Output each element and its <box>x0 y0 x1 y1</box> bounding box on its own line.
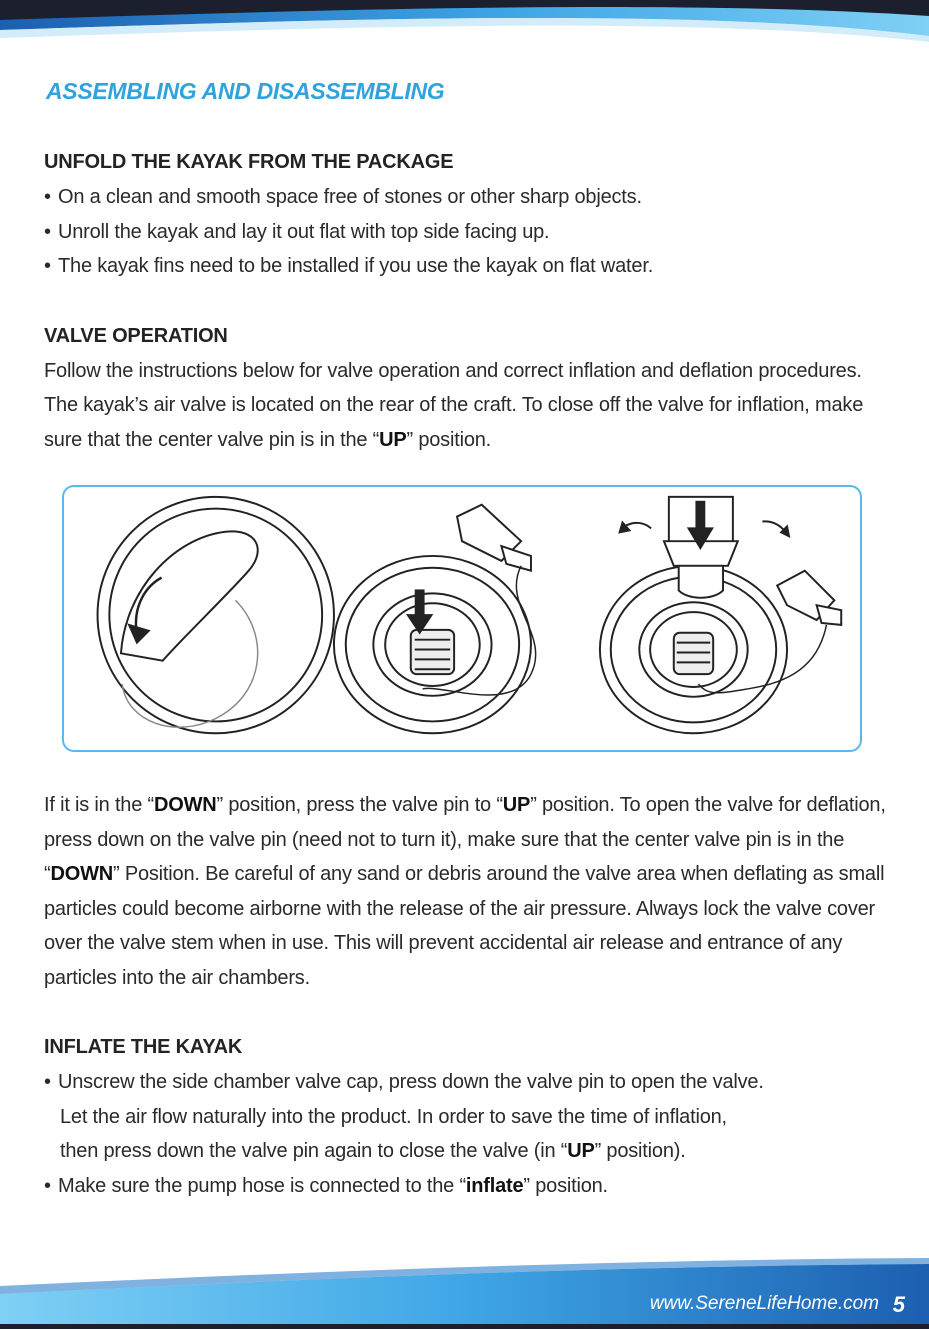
valve-intro-paragraph: Follow the instructions below for valve operation and correct inflation and deflation procedures. The kayak’s air valve is located on the rear of the craft. To close off the valve for inflation, make sure that the center valve pin is in the “UP” position. <box>44 359 864 451</box>
page-number: 5 <box>892 1292 905 1317</box>
list-item: • On a clean and smooth space free of stones or other sharp objects. <box>44 180 889 215</box>
valve-down-illustration <box>600 497 841 733</box>
valve-diagram <box>64 487 860 750</box>
top-decorative-band <box>0 0 929 60</box>
list-item: • The kayak fins need to be installed if you use the kayak on flat water. <box>44 249 889 284</box>
bullet-icon: • <box>44 255 51 277</box>
bullet-icon: • <box>44 1174 51 1197</box>
valve-heading: VALVE OPERATION <box>44 324 228 347</box>
valve-up-illustration <box>334 505 536 734</box>
valve-cover-illustration <box>98 497 334 733</box>
section-title: ASSEMBLING AND DISASSEMBLING <box>46 78 445 104</box>
list-item: • Unscrew the side chamber valve cap, press down the valve pin to open the valve. Let the air flow naturally into the product. In order to save the time of inflation, then press down the valve pin again to close the valve (in “UP” position). <box>44 1065 894 1169</box>
upper-content <box>44 146 889 457</box>
valve-instructions-paragraph: If it is in the “DOWN” position, press the valve pin to “UP” position. To open the valve for deflation, press down on the valve pin (need not to turn it), make sure that the center valve pin is in the “DOWN” Position. Be careful of any sand or debris around the valve area when deflating as small particles could become airborne with the release of the air pressure. Always lock the valve cover over the valve stem when in use. This will prevent accidental air release and entrance of any particles into the air chambers. <box>44 794 886 989</box>
footer-website-url: www.SereneLifeHome.com <box>649 1293 879 1314</box>
lower-content <box>44 788 894 1203</box>
bullet-icon: • <box>44 186 51 208</box>
bullet-icon: • <box>44 220 51 243</box>
list-item: • Unroll the kayak and lay it out flat with top side facing up. <box>44 215 889 250</box>
unfold-heading: UNFOLD THE KAYAK FROM THE PACKAGE <box>44 151 454 173</box>
inflate-heading: INFLATE THE KAYAK <box>44 1036 243 1058</box>
bottom-decorative-band <box>0 1254 929 1329</box>
bullet-icon: • <box>44 1071 51 1093</box>
valve-illustration <box>62 485 862 752</box>
list-item: • Make sure the pump hose is connected to the “inflate” position. <box>44 1169 894 1204</box>
